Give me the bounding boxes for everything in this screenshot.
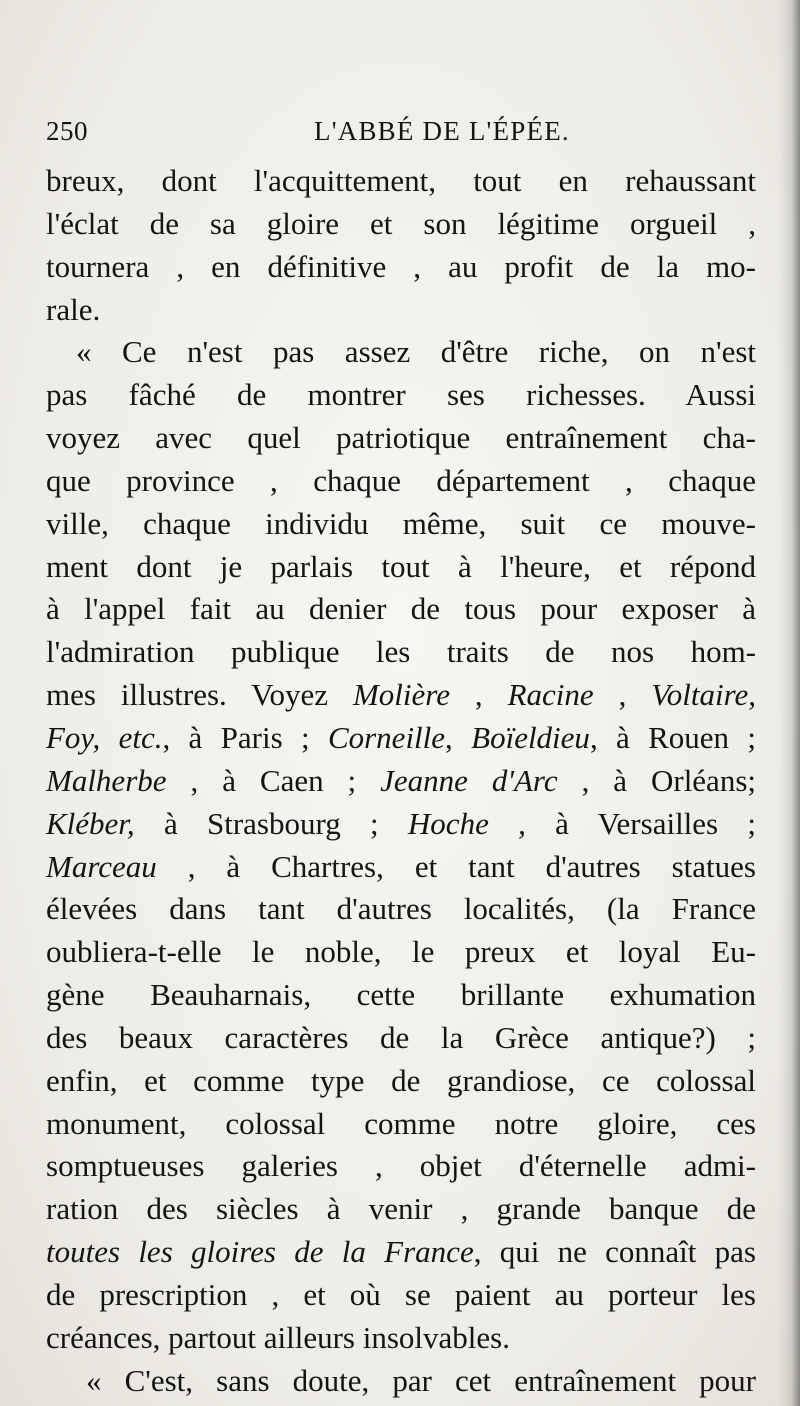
page-number: 250 bbox=[46, 116, 88, 146]
text-line bbox=[46, 803, 756, 846]
text-line bbox=[46, 760, 756, 803]
italic-text: Malherbe bbox=[46, 762, 167, 798]
text-line bbox=[46, 203, 756, 246]
text-run: oubliera-t-elle le noble, le preux et loyal Eu- bbox=[46, 934, 756, 970]
text-run: , à Caen ; bbox=[166, 762, 381, 798]
text-line bbox=[46, 1360, 756, 1403]
text-run: pas fâché de montrer ses richesses. Aussi bbox=[46, 377, 756, 413]
text-line bbox=[46, 1060, 756, 1103]
text-line bbox=[46, 1231, 756, 1274]
text-run: « Ce n'est pas assez d'être riche, on n'est bbox=[76, 334, 756, 370]
text-run: à l'appel fait au denier de tous pour exposer à bbox=[46, 591, 756, 627]
text-line bbox=[46, 289, 756, 332]
italic-text: Hoche , bbox=[407, 805, 526, 841]
text-run: , qui ne connaît pas bbox=[473, 1234, 756, 1270]
text-line bbox=[46, 974, 756, 1017]
text-run: élevées dans tant d'autres localités, (la France bbox=[46, 891, 756, 927]
text-run: enfin, et comme type de grandiose, ce colossal bbox=[46, 1062, 756, 1098]
text-line bbox=[46, 1274, 756, 1317]
text-line bbox=[46, 246, 756, 289]
text-line bbox=[46, 1317, 756, 1360]
text-run: ration des siècles à venir , grande banque de bbox=[46, 1191, 756, 1227]
text-run: monument, colossal comme notre gloire, ces bbox=[46, 1105, 756, 1141]
text-run: breux, dont l'acquittement, tout en rehaussant bbox=[46, 163, 756, 198]
body-text bbox=[46, 160, 756, 1402]
italic-text: Foy, etc. bbox=[46, 719, 163, 755]
text-run: mes illustres. Voyez bbox=[46, 677, 353, 713]
italic-text: Voltaire, bbox=[651, 677, 757, 713]
italic-text: Marceau bbox=[46, 848, 157, 884]
text-line bbox=[46, 546, 756, 589]
text-run: tournera , en définitive , au profit de la mo- bbox=[46, 248, 756, 284]
text-run: , à Paris ; bbox=[162, 719, 328, 755]
text-run: somptueuses galeries , objet d'éternelle admi- bbox=[46, 1148, 756, 1184]
text-line bbox=[46, 1017, 756, 1060]
text-run: , bbox=[593, 677, 652, 713]
text-run: à Versailles ; bbox=[525, 805, 757, 841]
text-line bbox=[46, 1188, 756, 1231]
text-line bbox=[46, 331, 756, 374]
text-run: de prescription , et où se paient au porteur les bbox=[46, 1276, 756, 1312]
text-run: gène Beauharnais, cette brillante exhumation bbox=[46, 977, 756, 1013]
text-run: que province , chaque département , chaque bbox=[46, 462, 756, 498]
text-run: , bbox=[445, 719, 472, 755]
italic-text: toutes les gloires de la France bbox=[46, 1234, 474, 1270]
italic-text: Molière bbox=[352, 677, 450, 713]
italic-text: Jeanne d'Arc bbox=[380, 762, 558, 798]
text-run: , à Rouen ; bbox=[589, 719, 757, 755]
italic-text: Kléber, bbox=[46, 805, 135, 841]
text-run: l'admiration publique les traits de nos hom- bbox=[46, 634, 756, 670]
text-run: , bbox=[449, 677, 508, 713]
text-run: rale. bbox=[46, 291, 101, 327]
running-title: L'ABBÉ DE L'ÉPÉE. bbox=[314, 116, 570, 146]
text-line bbox=[46, 417, 756, 460]
text-run: « C'est, sans doute, par cet entraînement pour bbox=[86, 1362, 756, 1398]
italic-text: Corneille bbox=[327, 719, 446, 755]
page-edge-shadow bbox=[778, 0, 800, 1406]
text-run: des beaux caractères de la Grèce antique?) ; bbox=[46, 1019, 756, 1055]
page-header bbox=[46, 116, 756, 156]
text-line bbox=[46, 503, 756, 546]
text-line bbox=[46, 888, 756, 931]
italic-text: Racine bbox=[507, 677, 594, 713]
text-line bbox=[46, 1145, 756, 1188]
text-line bbox=[46, 717, 756, 760]
text-line bbox=[46, 1103, 756, 1146]
text-line bbox=[46, 588, 756, 631]
text-line bbox=[46, 931, 756, 974]
text-line bbox=[46, 460, 756, 503]
text-line bbox=[46, 374, 756, 417]
text-line bbox=[46, 674, 756, 717]
text-run: , à Chartres, et tant d'autres statues bbox=[156, 848, 756, 884]
text-run: , à Orléans; bbox=[557, 762, 756, 798]
text-line bbox=[46, 160, 756, 203]
text-run: ville, chaque individu même, suit ce mouve- bbox=[46, 505, 756, 541]
text-line bbox=[46, 846, 756, 889]
text-line bbox=[46, 631, 756, 674]
italic-text: Boïeldieu bbox=[471, 719, 590, 755]
text-run: créances, partout ailleurs insolvables. bbox=[46, 1319, 510, 1355]
text-run: ment dont je parlais tout à l'heure, et répond bbox=[46, 548, 756, 584]
text-run: à Strasbourg ; bbox=[134, 805, 408, 841]
text-run: voyez avec quel patriotique entraînement cha- bbox=[46, 420, 756, 456]
text-run: l'éclat de sa gloire et son légitime orgueil , bbox=[46, 205, 756, 241]
